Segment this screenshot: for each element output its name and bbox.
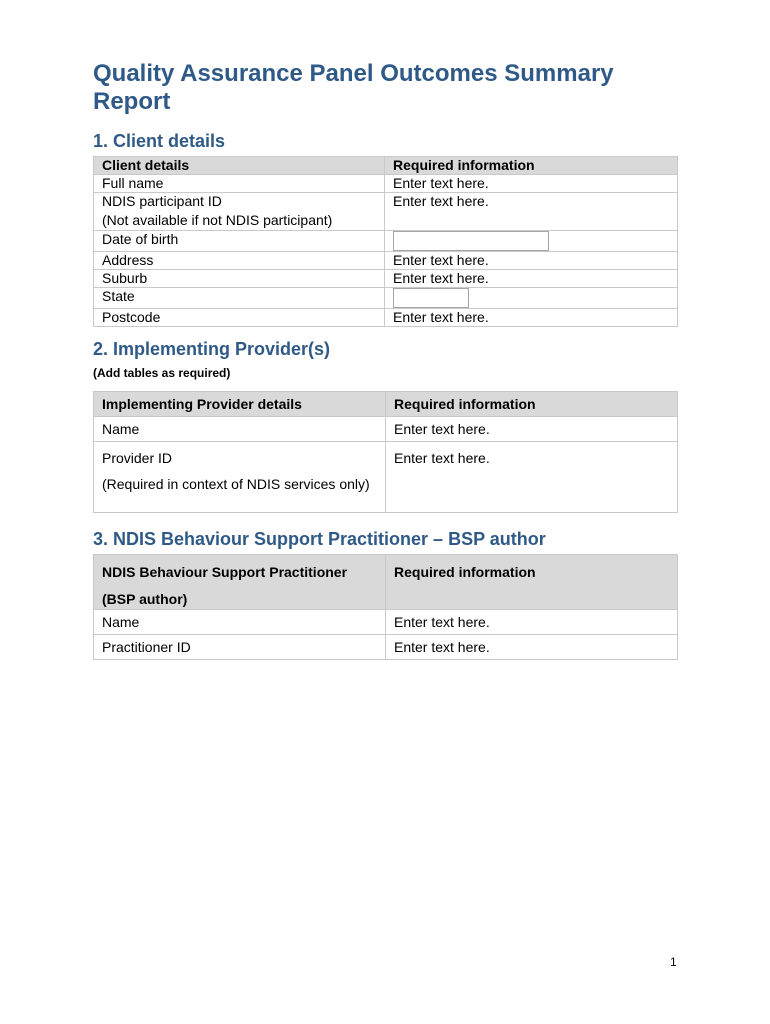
state-cell [385,288,678,309]
row-label: NDIS participant ID [102,193,222,209]
table-header: Required information [385,157,678,175]
table-header: NDIS Behaviour Support Practitioner [102,564,348,580]
table-row [94,610,678,635]
section-2-heading: 2. Implementing Provider(s) [93,339,331,359]
table-row [94,252,678,270]
table-header: Client details [94,157,385,175]
row-label: Suburb [94,270,385,288]
date-of-birth-input[interactable] [393,231,549,251]
row-label: Provider ID [102,450,173,466]
row-note: (Not available if not NDIS participant) [102,212,333,228]
full-name-field[interactable]: Enter text here. [385,175,678,193]
table-row [94,175,678,193]
table-row [94,309,678,327]
provider-id-field[interactable]: Enter text here. [386,442,678,513]
row-label-cell [94,193,385,231]
table-row [94,231,678,252]
row-label: Date of birth [94,231,385,252]
row-label: State [94,288,385,309]
provider-details-table [93,391,678,513]
row-label: Address [94,252,385,270]
table-header: Required information [386,555,678,610]
table-row [94,288,678,309]
table-header: Required information [386,392,678,417]
table-header-subline: (BSP author) [102,591,188,607]
section-2-note: (Add tables as required) [93,366,231,380]
suburb-field[interactable]: Enter text here. [385,270,678,288]
provider-name-field[interactable]: Enter text here. [386,417,678,442]
client-details-table [93,156,678,327]
practitioner-details-table [93,554,678,660]
postcode-field[interactable]: Enter text here. [385,309,678,327]
row-label: Postcode [94,309,385,327]
address-field[interactable]: Enter text here. [385,252,678,270]
row-label: Name [94,610,386,635]
row-label-cell [94,442,386,513]
practitioner-id-field[interactable]: Enter text here. [386,635,678,660]
row-label: Name [94,417,386,442]
section-1-heading: 1. Client details [93,131,226,151]
table-row [94,193,678,231]
section-3-heading: 3. NDIS Behaviour Support Practitioner – BSP author [93,529,546,549]
row-label: Practitioner ID [94,635,386,660]
ndis-participant-id-field[interactable]: Enter text here. [385,193,678,231]
date-of-birth-cell [385,231,678,252]
table-header: Implementing Provider details [94,392,386,417]
table-row [94,270,678,288]
practitioner-name-field[interactable]: Enter text here. [386,610,678,635]
table-row [94,442,678,513]
table-row [94,635,678,660]
row-note: (Required in context of NDIS services only) [102,476,370,492]
table-header-cell [94,555,386,610]
page-number: 1 [670,955,677,969]
page-title: Quality Assurance Panel Outcomes Summary Report [93,60,614,115]
row-label: Full name [94,175,385,193]
table-row [94,417,678,442]
state-select[interactable] [393,288,469,308]
